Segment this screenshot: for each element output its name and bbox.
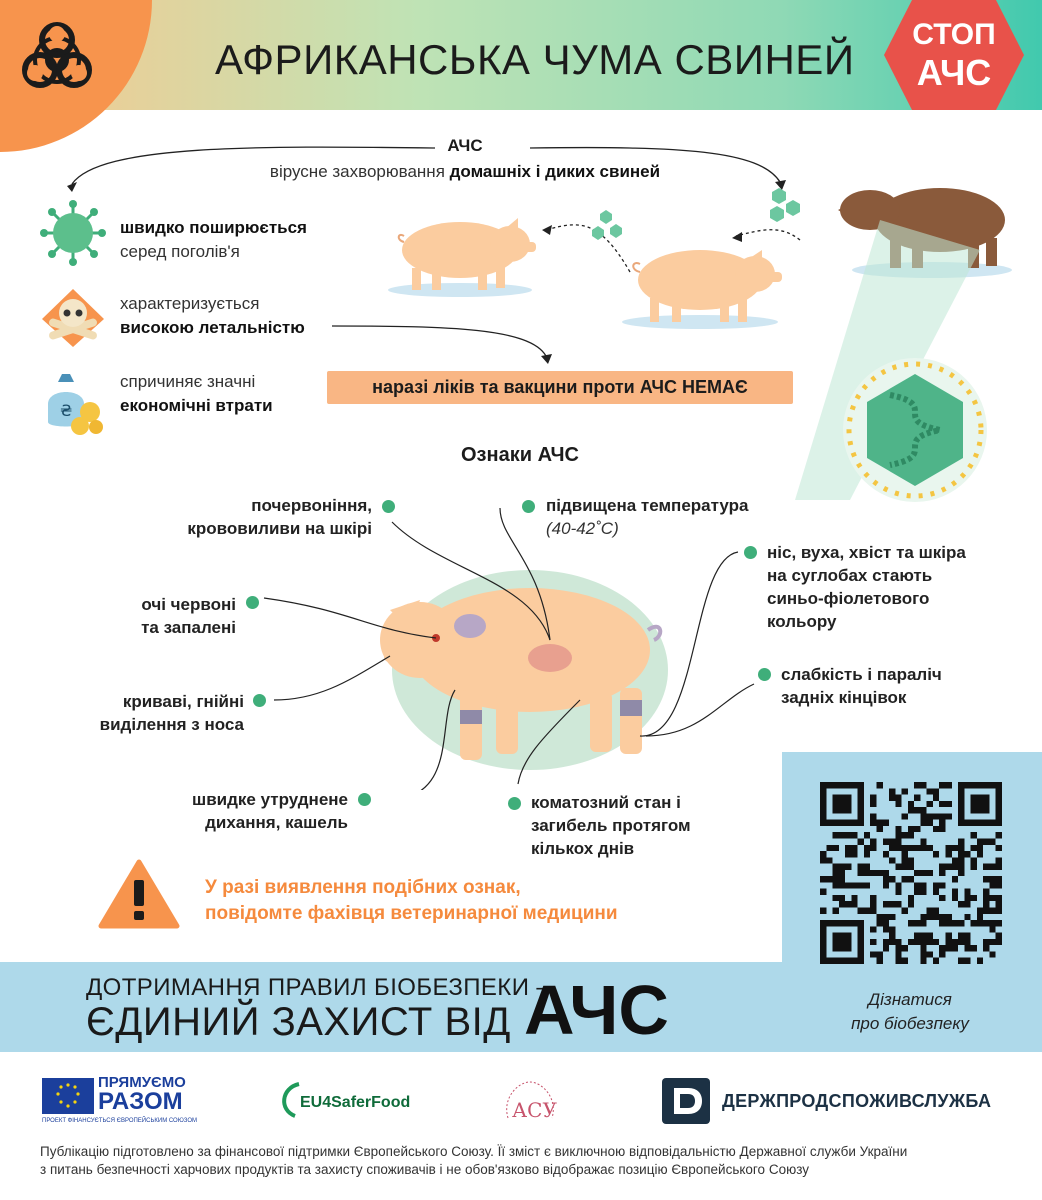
symptom-cyanosis-line3: синьо-фіолетового xyxy=(767,589,930,608)
qr-caption-line1: Дізнатися xyxy=(868,990,952,1009)
disclaimer-line2: з питань безпечності харчових продуктів та захисту споживачів і не обов'язково відображає позицію Європейського Союзу xyxy=(40,1162,809,1177)
qr-caption-line2: про біобезпеку xyxy=(851,1014,969,1033)
symptom-coma-line1: коматозний стан і xyxy=(531,793,681,812)
disclaimer-line1: Публікацію підготовлено за фінансової підтримки Європейського Союзу. Її зміст є виключною відповідальністю Державної служби України xyxy=(40,1144,908,1159)
warning-text xyxy=(205,875,618,927)
asu-logo: АСУ xyxy=(512,1098,557,1122)
svg-text:₴: ₴ xyxy=(60,401,73,420)
feature-economic-line1: спричиняє значні xyxy=(120,372,256,391)
feature-spread-line1: швидко поширюється xyxy=(120,218,307,237)
dps-logo-icon xyxy=(662,1078,710,1124)
definition-bold: домашніх і диких свиней xyxy=(449,162,661,181)
pr-line1: ПРЯМУЄМО xyxy=(98,1074,186,1091)
eu-flag-logo xyxy=(42,1078,94,1114)
symptom-weakness-line1: слабкість і параліч xyxy=(781,665,942,684)
symptom-temp xyxy=(546,494,748,540)
badge-line1: СТОП xyxy=(912,18,996,51)
symptom-coma-dot xyxy=(508,797,521,810)
feature-economic-line2: економічні втрати xyxy=(120,396,273,415)
feature-lethality-line1: характеризується xyxy=(120,294,260,313)
symptom-cyanosis xyxy=(767,541,966,633)
band-line2: ЄДИНИЙ ЗАХИСТ ВІД xyxy=(86,1000,511,1044)
page-title: АФРИКАНСЬКА ЧУМА СВИНЕЙ xyxy=(215,36,855,83)
acs-definition xyxy=(170,162,760,182)
stop-asf-badge xyxy=(884,0,1024,110)
signs-title: Ознаки АЧС xyxy=(461,444,579,466)
pr-line2: РАЗОМ xyxy=(98,1088,183,1115)
band-big-acs: АЧС xyxy=(524,971,669,1049)
symptom-breathing-line2: дихання, кашель xyxy=(205,813,348,832)
symptom-coma xyxy=(531,791,691,860)
symptom-cyanosis-line2: на суглобах стають xyxy=(767,566,933,585)
symptom-breathing xyxy=(150,788,348,834)
symptom-nose xyxy=(60,690,244,736)
symptom-cyanosis-dot xyxy=(744,546,757,559)
symptom-eyes xyxy=(100,593,236,639)
virus-icon xyxy=(40,200,106,266)
symptom-cyanosis-line4: кольору xyxy=(767,612,837,631)
symptom-temp-dot xyxy=(522,500,535,513)
symptom-breathing-line1: швидке утруднене xyxy=(192,790,348,809)
disclaimer xyxy=(40,1143,1010,1179)
symptom-coma-line3: кількох днів xyxy=(531,839,635,858)
symptom-breathing-dot xyxy=(358,793,371,806)
band-line1: ДОТРИМАННЯ ПРАВИЛ БІОБЕЗПЕКИ – xyxy=(86,974,551,1001)
symptom-skin-line2: крововиливи на шкірі xyxy=(187,519,372,538)
symptom-skin-dot xyxy=(382,500,395,513)
symptom-weakness xyxy=(781,663,942,709)
pig-symptoms-illustration xyxy=(260,500,780,790)
symptom-skin-line1: почервоніння, xyxy=(251,496,372,515)
warning-icon xyxy=(98,858,180,930)
symptom-eyes-dot xyxy=(246,596,259,609)
warning-line2: повідомте фахівця ветеринарної медицини xyxy=(205,903,618,924)
feature-economic xyxy=(120,370,273,418)
money-bag-icon xyxy=(40,364,106,436)
acs-label: АЧС xyxy=(447,136,483,155)
symptom-weakness-dot xyxy=(758,668,771,681)
feature-spread xyxy=(120,216,307,264)
pr-subtitle: ПРОЕКТ ФІНАНСУЄТЬСЯ ЄВРОПЕЙСЬКИМ СОЮЗОМ xyxy=(42,1118,198,1124)
symptom-cyanosis-line1: ніс, вуха, хвіст та шкіра xyxy=(767,543,966,562)
symptom-nose-dot xyxy=(253,694,266,707)
feature-lethality-line2: високою летальністю xyxy=(120,318,305,337)
dps-name: ДЕРЖПРОДСПОЖИВСЛУЖБА xyxy=(722,1091,992,1111)
definition-plain: вірусне захворювання xyxy=(269,162,450,181)
symptom-skin xyxy=(150,494,372,540)
warning-line1: У разі виявлення подібних ознак, xyxy=(205,877,521,898)
biohazard-icon xyxy=(16,16,98,98)
pryamuyemo-razom-logo xyxy=(98,1076,186,1114)
symptom-weakness-line2: задніх кінцівок xyxy=(781,688,907,707)
symptom-nose-line1: криваві, гнійні xyxy=(122,692,244,711)
feature-spread-line2: серед поголів'я xyxy=(120,242,240,261)
skull-icon xyxy=(40,287,106,349)
no-cure-banner: наразі ліків та вакцини проти АЧС НЕМАЄ xyxy=(327,371,793,404)
qr-caption xyxy=(800,988,1020,1036)
badge-line2: АЧС xyxy=(916,52,992,93)
feature-lethality xyxy=(120,292,305,340)
eu4saferfood-logo: EU4SaferFood xyxy=(300,1094,411,1111)
symptom-coma-line2: загибель протягом xyxy=(531,816,691,835)
symptom-eyes-line2: та запалені xyxy=(141,618,236,637)
qr-code[interactable] xyxy=(820,782,1002,964)
symptom-eyes-line1: очі червоні xyxy=(141,595,236,614)
symptom-nose-line2: виділення з носа xyxy=(99,715,244,734)
symptom-temp-line2: (40-42˚С) xyxy=(546,519,619,538)
symptom-temp-line1: підвищена температура xyxy=(546,496,749,515)
